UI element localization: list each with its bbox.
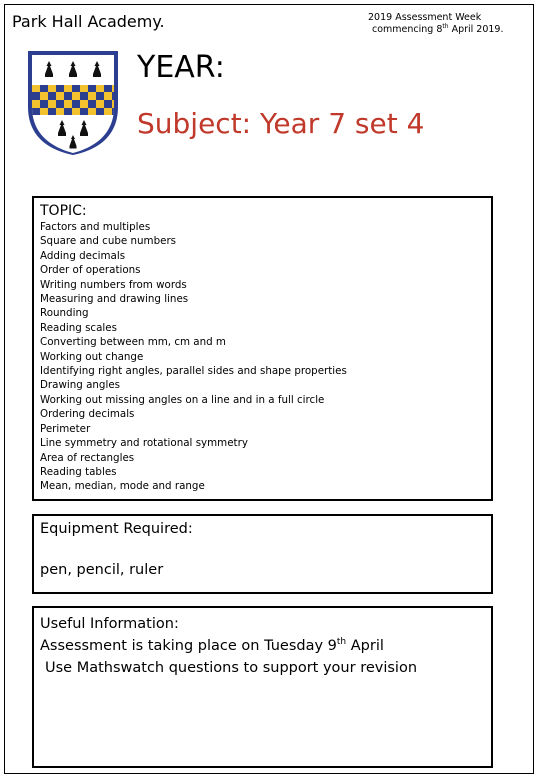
useful-info-heading: Useful Information: [40,616,179,632]
topic-item: Perimeter [40,422,91,435]
topic-item: Ordering decimals [40,408,135,421]
assessment-date-text: commencing 8 [372,24,443,35]
topic-item: Order of operations [40,264,141,277]
topic-item: Reading tables [40,465,117,478]
assessment-date-text-main: Assessment is taking place on Tuesday 9 [40,638,337,654]
school-crest-logo [26,49,120,155]
school-name: Park Hall Academy. [12,12,165,31]
revision-advice: Use Mathswatch questions to support your revision [45,660,418,676]
topic-item: Drawing angles [40,379,121,392]
assessment-week-note [368,12,504,36]
topic-heading: TOPIC: [40,203,87,219]
topic-item: Adding decimals [40,249,126,262]
topic-item: Line symmetry and rotational symmetry [40,437,248,450]
assessment-week-line1: 2019 Assessment Week [368,12,482,23]
topic-item: Mean, median, mode and range [40,480,205,493]
equipment-value: pen, pencil, ruler [40,562,164,578]
topic-list [40,220,485,494]
assessment-date-ordinal: th [336,637,347,648]
topic-box [32,196,493,501]
useful-info-box [32,606,493,768]
subject-label: Subject: Year 7 set 4 [137,107,425,140]
equipment-box [32,514,493,594]
topic-item: Area of rectangles [40,451,135,464]
topic-item: Identifying right angles, parallel sides and shape properties [40,365,347,378]
topic-item: Measuring and drawing lines [40,293,189,306]
assessment-date-suffix: th [442,22,449,30]
topic-item: Converting between mm, cm and m [40,336,226,349]
assessment-date-line [40,635,485,657]
topic-item: Reading scales [40,321,117,334]
topic-item: Rounding [40,307,89,320]
topic-item: Working out missing angles on a line and in a full circle [40,393,325,406]
topic-item: Writing numbers from words [40,278,187,291]
year-label: YEAR: [137,50,225,85]
topic-item: Square and cube numbers [40,235,177,248]
assessment-date-month: April 2019. [448,24,504,35]
assessment-week-line2 [368,24,504,36]
topic-item: Working out change [40,350,144,363]
assessment-date-month-main: April [346,638,384,654]
equipment-heading: Equipment Required: [40,521,193,537]
topic-item: Factors and multiples [40,221,151,233]
